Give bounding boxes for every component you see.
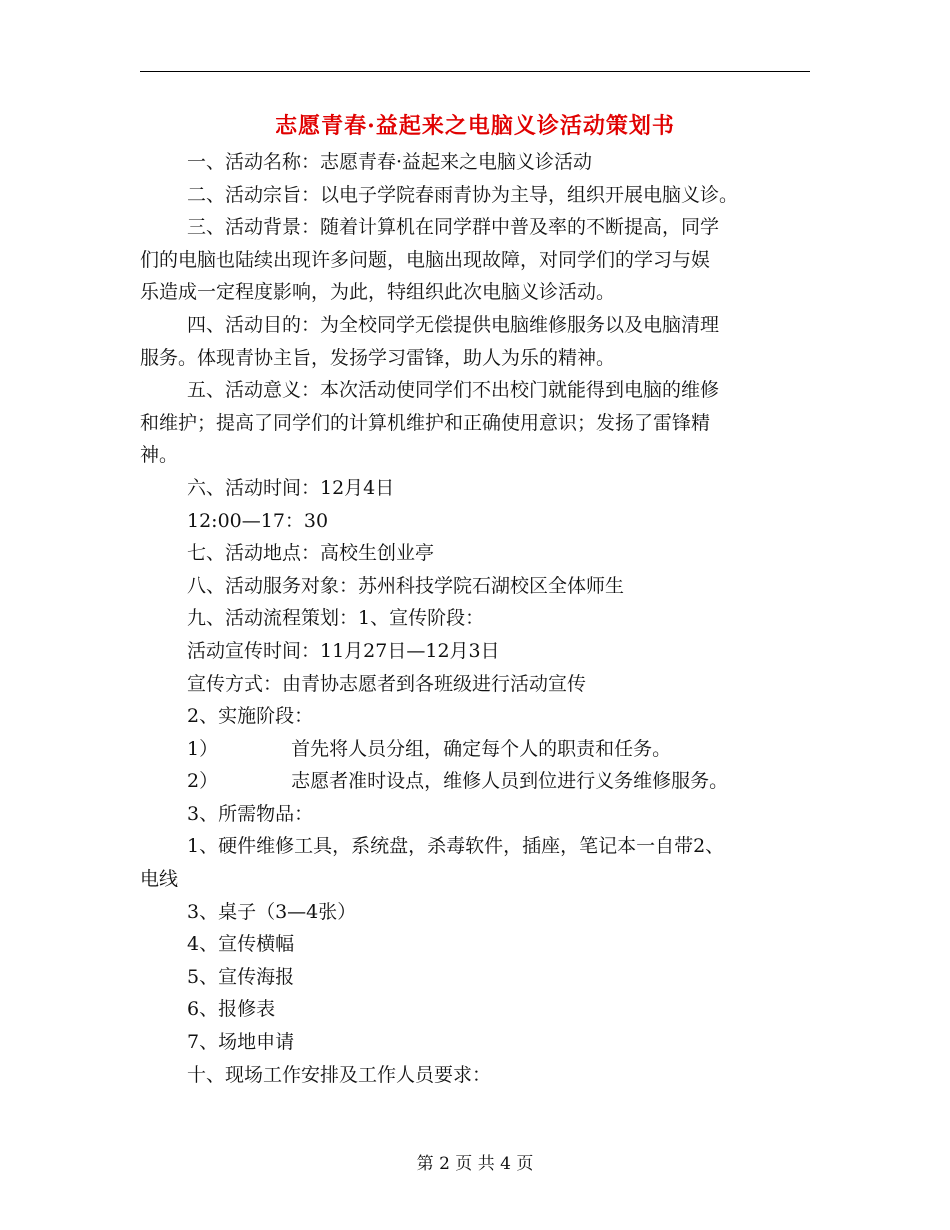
list-item-text: 志愿者准时设点，维修人员到位进行义务维修服务。	[291, 770, 729, 793]
list-marker: 1）	[187, 737, 219, 760]
paragraph-line: 电线	[140, 868, 179, 891]
paragraph-line: 九、活动流程策划：1、宣传阶段：	[187, 607, 485, 630]
paragraph-line: 七、活动地点：高校生创业亭	[187, 542, 435, 565]
paragraph-line: 服务。体现青协主旨，发扬学习雷锋，助人为乐的精神。	[140, 346, 616, 369]
header-rule	[140, 71, 810, 72]
paragraph-line: 神。	[140, 444, 179, 467]
paragraph-line: 3、桌子（3—4张）	[187, 900, 357, 923]
paragraph-line: 八、活动服务对象：苏州科技学院石湖校区全体师生	[187, 574, 625, 597]
paragraph-line: 四、活动目的：为全校同学无偿提供电脑维修服务以及电脑清理	[187, 313, 720, 336]
paragraph-line: 二、活动宗旨：以电子学院春雨青协为主导，组织开展电脑义诊。	[187, 183, 739, 206]
paragraph-line: 活动宣传时间：11月27日—12月3日	[187, 639, 500, 662]
paragraph-line: 们的电脑也陆续出现许多问题，电脑出现故障，对同学们的学习与娱	[140, 248, 711, 271]
paragraph-line: 2、实施阶段：	[187, 705, 314, 728]
document-title: 志愿青春·益起来之电脑义诊活动策划书	[275, 113, 675, 139]
paragraph-line: 宣传方式：由青协志愿者到各班级进行活动宣传	[187, 672, 587, 695]
paragraph-line: 十、现场工作安排及工作人员要求：	[187, 1063, 492, 1086]
list-item	[140, 765, 820, 798]
list-item	[140, 733, 820, 766]
document-body	[140, 146, 820, 1091]
paragraph-line: 五、活动意义：本次活动使同学们不出校门就能得到电脑的维修	[187, 379, 720, 402]
page-footer: 第 2 页 共 4 页	[416, 1154, 534, 1174]
paragraph-line: 三、活动背景：随着计算机在同学群中普及率的不断提高，同学	[187, 216, 720, 239]
paragraph-line: 乐造成一定程度影响，为此，特组织此次电脑义诊活动。	[140, 281, 616, 304]
paragraph-line: 4、宣传横幅	[187, 933, 295, 956]
paragraph-line: 六、活动时间：12月4日	[187, 476, 395, 499]
paragraph-line: 1、硬件维修工具，系统盘，杀毒软件，插座，笔记本一自带2、	[187, 835, 725, 858]
paragraph-line: 一、活动名称：志愿青春·益起来之电脑义诊活动	[187, 151, 593, 173]
list-item-text: 首先将人员分组，确定每个人的职责和任务。	[291, 737, 672, 760]
paragraph-line: 5、宣传海报	[187, 965, 295, 988]
list-marker: 2）	[187, 770, 219, 793]
paragraph-line: 6、报修表	[187, 998, 276, 1021]
paragraph-line: 和维护；提高了同学们的计算机维护和正确使用意识；发扬了雷锋精	[140, 411, 711, 434]
paragraph-line: 7、场地申请	[187, 1031, 295, 1054]
paragraph-line: 12:00—17：30	[187, 509, 329, 532]
paragraph-line: 3、所需物品：	[187, 802, 314, 825]
